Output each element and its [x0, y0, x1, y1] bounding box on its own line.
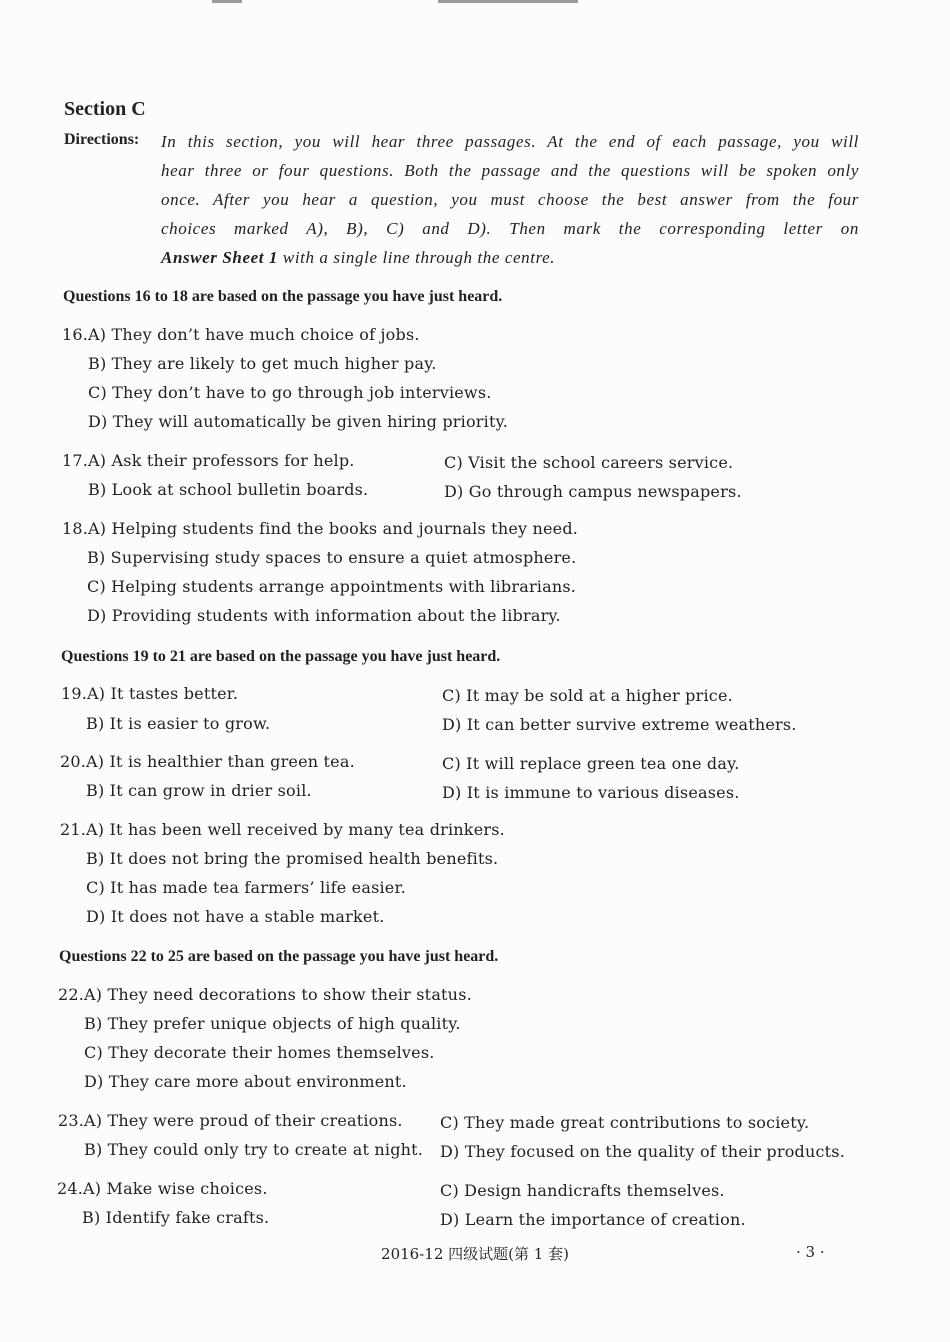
q17-option-c: C) Visit the school careers service.: [444, 453, 734, 472]
q17-option-a: 17.A) Ask their professors for help.: [62, 451, 355, 470]
q22-option-a: 22.A) They need decorations to show their status.: [58, 985, 472, 1004]
q19-option-b: B) It is easier to grow.: [86, 714, 271, 733]
q16-option-a: 16.A) They don’t have much choice of jobs.: [62, 325, 420, 344]
scan-mark: [438, 0, 578, 3]
page-number: · 3 ·: [796, 1243, 825, 1261]
q22-option-c: C) They decorate their homes themselves.: [84, 1043, 435, 1062]
q16-option-c: C) They don’t have to go through job interviews.: [88, 383, 492, 402]
scan-mark: [212, 0, 242, 3]
q20-option-c: C) It will replace green tea one day.: [442, 754, 740, 773]
q18-option-a: 18.A) Helping students find the books and journals they need.: [62, 519, 579, 538]
group-heading-16-18: Questions 16 to 18 are based on the passage you have just heard.: [63, 288, 503, 305]
directions-line: choices marked A), B), C) and D). Then mark the corresponding letter on: [161, 219, 859, 238]
q20-option-a: 20.A) It is healthier than green tea.: [60, 752, 355, 771]
q24-option-a: 24.A) Make wise choices.: [57, 1179, 268, 1198]
q24-option-b: B) Identify fake crafts.: [82, 1208, 270, 1227]
group-heading-19-21: Questions 19 to 21 are based on the passage you have just heard.: [61, 648, 501, 665]
q20-option-b: B) It can grow in drier soil.: [86, 781, 312, 800]
directions-line: [161, 248, 859, 268]
q22-option-b: B) They prefer unique objects of high quality.: [84, 1014, 461, 1033]
q19-option-c: C) It may be sold at a higher price.: [442, 686, 733, 705]
answer-sheet-ref: Answer Sheet 1: [161, 248, 279, 267]
group-heading-22-25: Questions 22 to 25 are based on the passage you have just heard.: [59, 948, 499, 965]
q20-option-d: D) It is immune to various diseases.: [442, 783, 740, 802]
q23-option-b: B) They could only try to create at night.: [84, 1140, 424, 1159]
directions-line-rest: with a single line through the centre.: [278, 248, 556, 267]
q18-option-d: D) Providing students with information about the library.: [87, 606, 561, 625]
q17-option-b: B) Look at school bulletin boards.: [88, 480, 369, 499]
q19-option-a: 19.A) It tastes better.: [61, 684, 239, 703]
page-footer-title: 2016-12 四级试题(第 1 套): [381, 1245, 569, 1263]
section-title: Section C: [64, 98, 146, 120]
q19-option-d: D) It can better survive extreme weathers.: [442, 715, 797, 734]
q18-option-b: B) Supervising study spaces to ensure a quiet atmosphere.: [87, 548, 577, 567]
q23-option-a: 23.A) They were proud of their creations.: [58, 1111, 403, 1130]
q18-option-c: C) Helping students arrange appointments with librarians.: [87, 577, 577, 596]
q23-option-d: D) They focused on the quality of their products.: [440, 1142, 845, 1161]
q17-option-d: D) Go through campus newspapers.: [444, 482, 742, 501]
q22-option-d: D) They care more about environment.: [84, 1072, 407, 1091]
q23-option-c: C) They made great contributions to society.: [440, 1113, 810, 1132]
directions-line: In this section, you will hear three passages. At the end of each passage, you will: [161, 132, 859, 151]
q24-option-c: C) Design handicrafts themselves.: [440, 1181, 725, 1200]
q21-option-d: D) It does not have a stable market.: [86, 907, 385, 926]
q21-option-c: C) It has made tea farmers’ life easier.: [86, 878, 406, 897]
directions-label: Directions:: [64, 131, 140, 148]
q16-option-d: D) They will automatically be given hiring priority.: [88, 412, 508, 431]
q21-option-b: B) It does not bring the promised health benefits.: [86, 849, 499, 868]
q21-option-a: 21.A) It has been well received by many tea drinkers.: [60, 820, 505, 839]
q24-option-d: D) Learn the importance of creation.: [440, 1210, 746, 1229]
q16-option-b: B) They are likely to get much higher pay.: [88, 354, 437, 373]
directions-line: hear three or four questions. Both the passage and the questions will be spoken only: [161, 161, 859, 180]
directions-line: once. After you hear a question, you must choose the best answer from the four: [161, 190, 859, 209]
